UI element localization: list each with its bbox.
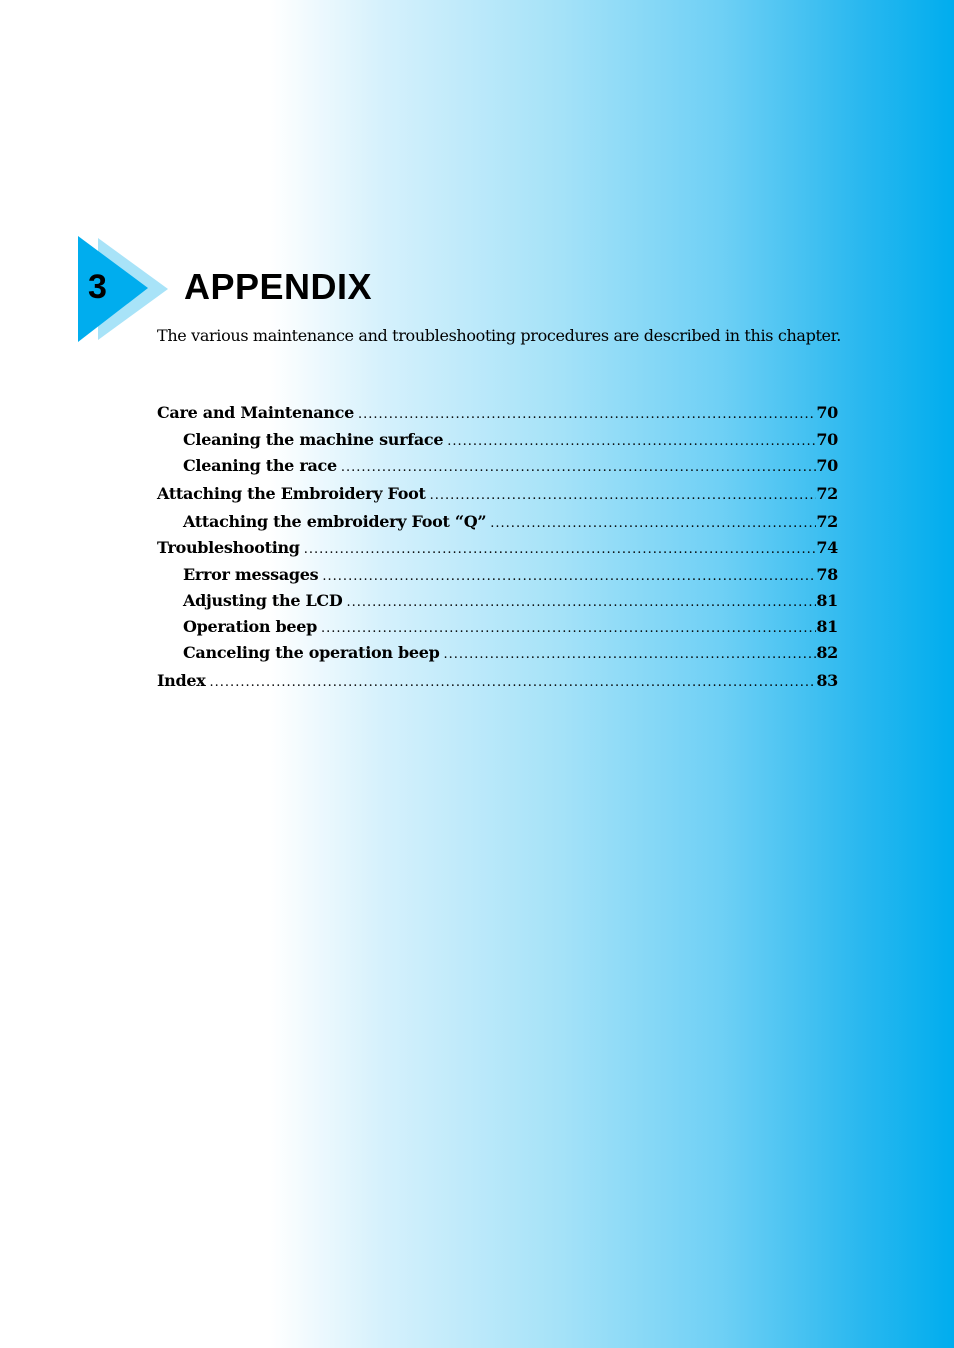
toc-page: 81	[816, 591, 838, 610]
toc-entry-canceling-operation-beep[interactable]	[183, 642, 838, 666]
toc-entry-cleaning-race[interactable]	[183, 455, 838, 479]
toc-page: 81	[816, 617, 838, 636]
toc-leader	[444, 644, 817, 666]
toc-entry-attaching-embroidery-foot[interactable]	[157, 483, 838, 507]
toc-entry-cleaning-machine-surface[interactable]	[183, 429, 838, 453]
toc-page: 82	[816, 643, 838, 662]
toc-page: 70	[816, 430, 838, 449]
toc-leader	[447, 431, 816, 453]
toc-entry-adjusting-lcd[interactable]	[183, 590, 838, 614]
toc-entry-operation-beep[interactable]	[183, 616, 838, 640]
toc-label: Cleaning the machine surface	[183, 430, 444, 449]
toc-label: Canceling the operation beep	[183, 643, 440, 662]
toc-leader	[490, 513, 816, 535]
toc-page: 70	[816, 403, 838, 422]
toc-leader	[321, 618, 816, 640]
chapter-title: APPENDIX	[184, 266, 373, 307]
toc-entry-troubleshooting[interactable]	[157, 537, 838, 561]
toc-label: Adjusting the LCD	[183, 591, 343, 610]
toc-label: Troubleshooting	[157, 538, 300, 557]
toc-page: 78	[816, 565, 838, 584]
chapter-intro: The various maintenance and troubleshooting procedures are described in this chapter.	[157, 326, 841, 345]
toc-page: 72	[816, 512, 838, 531]
toc-entry-care-and-maintenance[interactable]	[157, 402, 838, 426]
toc-leader	[322, 566, 816, 588]
toc-label: Index	[157, 671, 206, 690]
chapter-number: 3	[88, 268, 107, 306]
toc-label: Cleaning the race	[183, 456, 337, 475]
toc-label: Error messages	[183, 565, 319, 584]
toc-entry-error-messages[interactable]	[183, 564, 838, 588]
toc-label: Care and Maintenance	[157, 403, 354, 422]
toc-entry-attaching-foot-q[interactable]	[183, 511, 838, 535]
toc-page: 72	[816, 484, 838, 503]
toc-leader	[304, 539, 817, 561]
toc-leader	[430, 485, 817, 507]
toc-page: 70	[816, 456, 838, 475]
toc-label: Attaching the Embroidery Foot	[157, 484, 426, 503]
toc-leader	[358, 404, 816, 426]
toc-page: 74	[816, 538, 838, 557]
toc-entry-index[interactable]	[157, 670, 838, 694]
toc-label: Attaching the embroidery Foot “Q”	[183, 512, 487, 531]
toc-leader	[210, 672, 817, 694]
toc-leader	[346, 592, 816, 614]
toc-page: 83	[816, 671, 838, 690]
toc-leader	[341, 457, 816, 479]
toc-label: Operation beep	[183, 617, 317, 636]
